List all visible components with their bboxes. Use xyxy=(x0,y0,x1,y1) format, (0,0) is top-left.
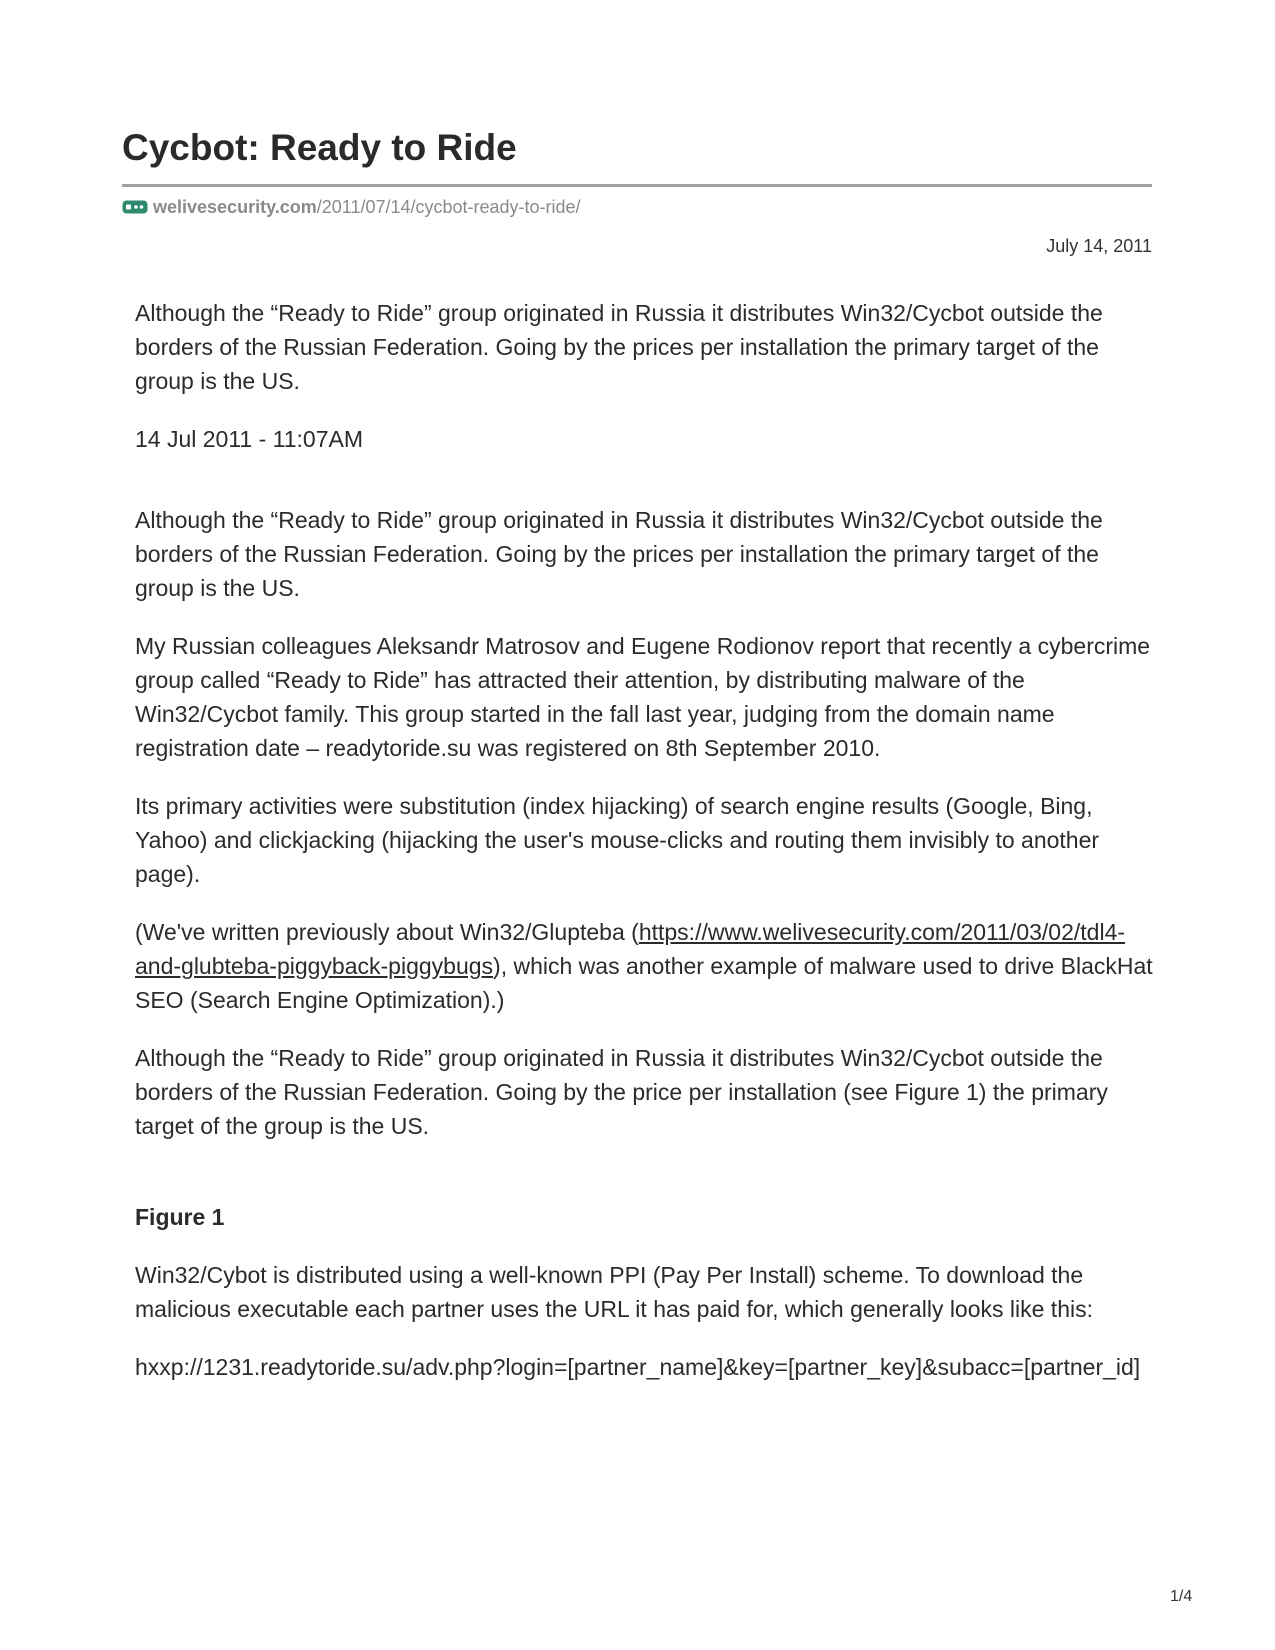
source-url[interactable] xyxy=(122,197,581,217)
article-body xyxy=(135,296,1155,1384)
article-paragraph-5: Win32/Cybot is distributed using a well-known PPI (Pay Per Install) scheme. To download the malicious executable each partner uses the URL it has paid for, which generally looks like this: xyxy=(135,1262,1093,1322)
article-paragraph-6: hxxp://1231.readytoride.su/adv.php?login=[partner_name]&key=[partner_key]&subacc=[partner_id] xyxy=(135,1354,1141,1380)
article-intro: Although the “Ready to Ride” group originated in Russia it distributes Win32/Cycbot outside the borders of the Russian Federation. Going by the prices per installation the primary target of the group is the US. xyxy=(135,507,1103,601)
article-paragraph-3 xyxy=(135,915,1155,1017)
page-number: 1/4 xyxy=(1170,1588,1193,1605)
source-path[interactable]: /2011/07/14/cycbot-ready-to-ride/ xyxy=(316,196,581,217)
article-paragraph-1: My Russian colleagues Aleksandr Matrosov and Eugene Rodionov report that recently a cybercrime group called “Ready to Ride” has attracted their attention, by distributing malware of the Win32/Cycbot family. This group started in the fall last year, judging from the domain name registration date – readytoride.su was registered on 8th September 2010. xyxy=(135,633,1151,761)
paragraph-3-text-after: ), which was another example of malware used to drive BlackHat SEO (Search Engine Optimization).) xyxy=(135,953,1153,1013)
source-domain[interactable]: welivesecurity.com xyxy=(153,196,317,217)
article-timestamp: 14 Jul 2011 - 11:07AM xyxy=(135,426,364,452)
page-title: Cycbot: Ready to Ride xyxy=(122,127,517,168)
figure-label: Figure 1 xyxy=(135,1204,225,1230)
link-badge-icon xyxy=(122,200,148,214)
article-paragraph-2: Its primary activities were substitution (index hijacking) of search engine results (Google, Bing, Yahoo) and clickjacking (hijacking the user's mouse-clicks and routing them invisibly to another page). xyxy=(135,793,1100,887)
publish-date: July 14, 2011 xyxy=(1046,236,1152,256)
paragraph-3-text-before: (We've written previously about Win32/Glupteba ( xyxy=(135,919,639,945)
article-paragraph-4: Although the “Ready to Ride” group originated in Russia it distributes Win32/Cycbot outside the borders of the Russian Federation. Going by the price per installation (see Figure 1) the primary target of the group is the US. xyxy=(135,1045,1108,1139)
article-summary: Although the “Ready to Ride” group originated in Russia it distributes Win32/Cycbot outside the borders of the Russian Federation. Going by the prices per installation the primary target of the group is the US. xyxy=(135,300,1103,394)
glupteba-article-link[interactable]: https://www.welivesecurity.com/2011/03/02/tdl4-and-glubteba-piggyback-piggybugs xyxy=(135,919,1126,979)
title-divider xyxy=(122,184,1152,187)
document-page xyxy=(122,0,1152,1650)
